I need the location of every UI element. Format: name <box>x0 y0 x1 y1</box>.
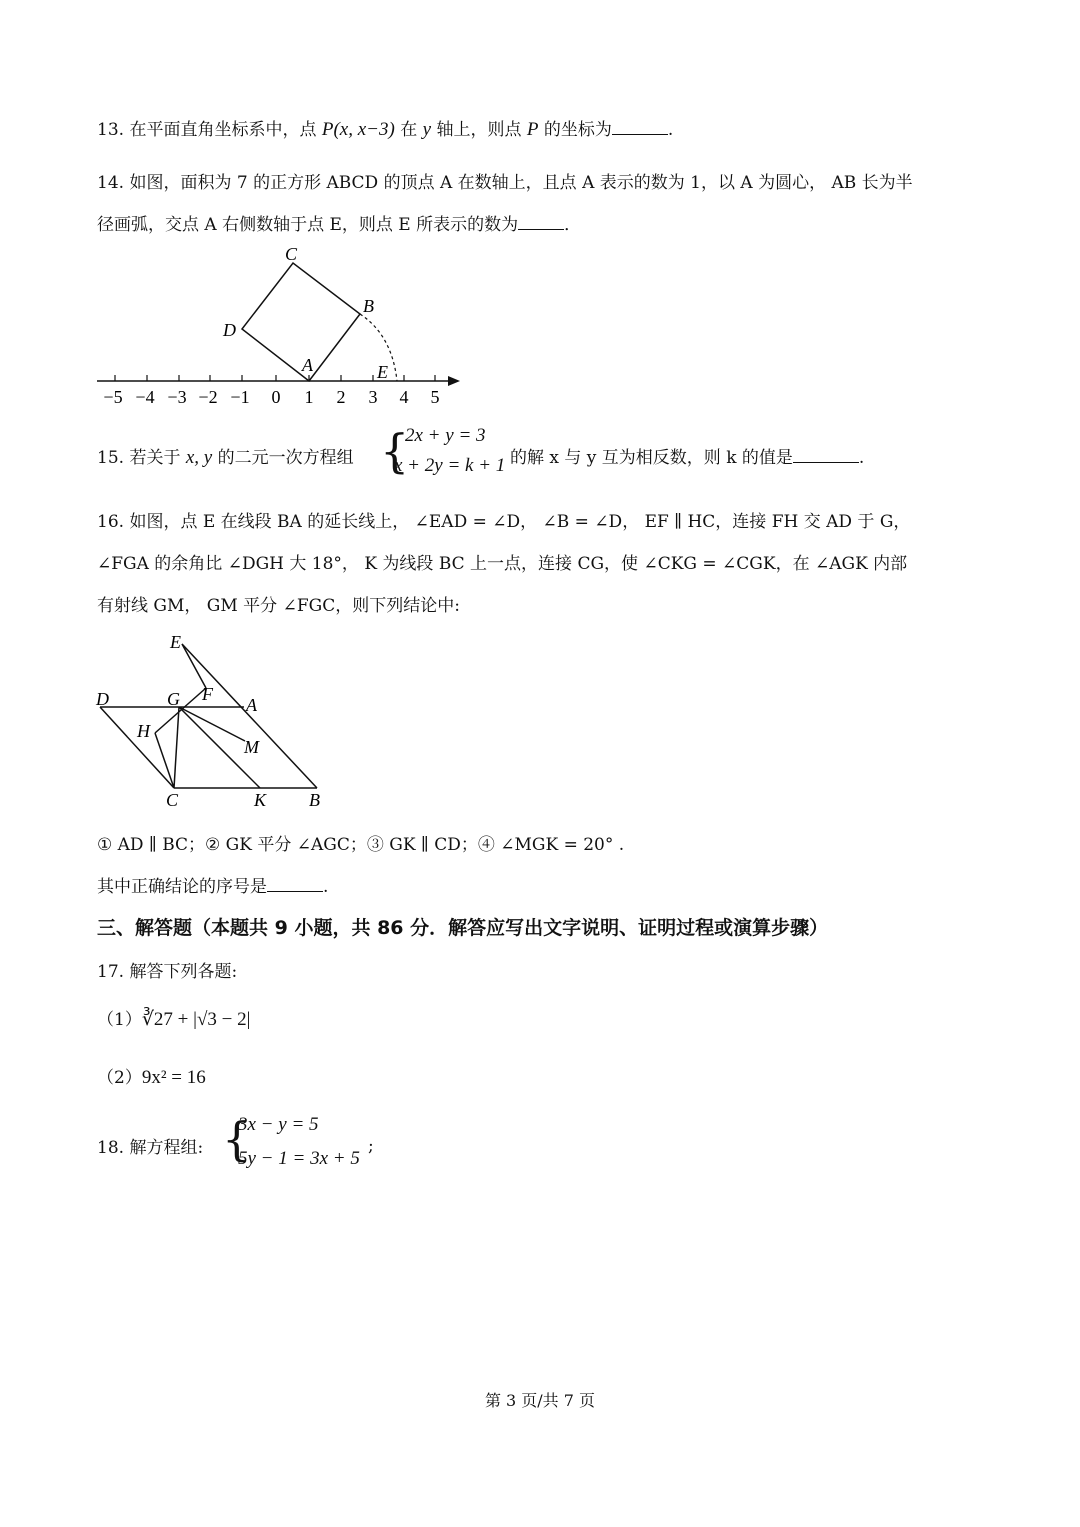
q13-text-b: 在 <box>394 120 423 140</box>
q16-answer-text: 其中正确结论的序号是 <box>97 877 267 897</box>
q15-vars: x, y <box>185 447 213 468</box>
q13-text-c: 轴上，则点 <box>431 120 527 140</box>
q17-part-2-expression: 9x² = 16 <box>141 1067 206 1088</box>
tick-label: 0 <box>271 387 281 407</box>
q14-figure <box>92 240 472 410</box>
q13-text-d: 的坐标为 <box>538 120 612 140</box>
answer-blank <box>267 877 323 892</box>
tick-label: −5 <box>103 387 123 407</box>
page-footer: 第 3 页/共 7 页 <box>484 1391 596 1410</box>
answer-blank <box>793 448 859 463</box>
segment-hc <box>155 733 174 788</box>
left-brace-icon: { <box>380 424 410 478</box>
ray-gm <box>179 707 245 741</box>
segment-dc <box>100 707 174 788</box>
arrow-icon <box>448 376 460 386</box>
q17-part-2 <box>97 1063 206 1089</box>
q15-equation-2: x + 2y = k + 1 <box>394 455 506 476</box>
answer-blank <box>612 120 668 135</box>
segment-gc <box>174 707 179 788</box>
q16-answer-prompt <box>97 872 328 897</box>
label-c: C <box>285 244 298 264</box>
tick-label: 3 <box>368 387 378 407</box>
label-d: D <box>96 689 109 709</box>
question-18: 18. 解方程组: <box>97 1138 204 1158</box>
label-b: B <box>309 790 320 810</box>
q13-point-expression: P(x, x−3) <box>321 119 395 140</box>
label-a: A <box>302 355 313 375</box>
q13-axis: y <box>422 119 432 140</box>
q15-end: . <box>858 448 865 468</box>
label-e: E <box>170 632 181 652</box>
left-brace-icon: { <box>222 1112 252 1166</box>
q14-line-2-text: 径画弧，交点 A 右侧数轴于点 E，则点 E 所表示的数为 <box>97 215 519 235</box>
tick-label: −2 <box>198 387 218 407</box>
tick-label: −3 <box>167 387 187 407</box>
label-a: A <box>246 695 257 715</box>
label-f: F <box>202 684 213 704</box>
q17-part-2-label: （2） <box>97 1068 142 1088</box>
tick-label: 4 <box>399 387 409 407</box>
q15-text-a: 15. 若关于 <box>97 448 186 468</box>
q16-end: . <box>323 877 329 897</box>
tick-label: −1 <box>230 387 250 407</box>
q15-text-c: 的解 x 与 y 互为相反数，则 k 的值是 <box>510 448 793 468</box>
q18-equation-2: 5y − 1 = 3x + 5 <box>238 1148 360 1169</box>
tick-label: −4 <box>135 387 155 407</box>
q17-part-1 <box>97 1005 250 1031</box>
question-15 <box>97 443 354 469</box>
q15-tail <box>510 443 864 468</box>
q15-equation-1: 2x + y = 3 <box>405 425 486 446</box>
q13-text-a: 13. 在平面直角坐标系中，点 <box>97 120 322 140</box>
q15-text-b: 的二元一次方程组 <box>212 448 354 468</box>
segment-eb <box>182 644 317 788</box>
label-g: G <box>167 689 180 709</box>
tick-label: 2 <box>336 387 346 407</box>
q13-point: P <box>526 119 539 140</box>
q13-end: . <box>667 120 674 140</box>
question-14-line-2 <box>97 210 581 235</box>
label-c: C <box>166 790 179 810</box>
q14-end: ． <box>564 215 582 235</box>
question-17-title: 17. 解答下列各题: <box>97 962 238 982</box>
question-16-line-3: 有射线 GM， GM 平分 ∠FGC，则下列结论中: <box>97 596 460 616</box>
question-14-line-1: 14. 如图，面积为 7 的正方形 ABCD 的顶点 A 在数轴上，且点 A 表示的数为 1，以 A 为圆心， AB 长为半 <box>97 173 913 193</box>
label-k: K <box>254 790 267 810</box>
label-d: D <box>223 320 236 340</box>
tick-label: 1 <box>304 387 314 407</box>
section-3-heading: 三、解答题（本题共 9 小题，共 86 分．解答应写出文字说明、证明过程或演算步骤） <box>97 917 829 939</box>
label-e: E <box>377 362 388 382</box>
q17-part-1-expression: ∛27 + |√3 − 2| <box>141 1009 251 1030</box>
question-16-line-1: 16. 如图，点 E 在线段 BA 的延长线上， ∠EAD = ∠D， ∠B = ∠D， EF ∥ HC，连接 FH 交 AD 于 G， <box>97 512 911 532</box>
label-b: B <box>363 296 374 316</box>
question-16-line-2: ∠FGA 的余角比 ∠DGH 大 18°， K 为线段 BC 上一点，连接 CG，使 ∠CKG = ∠CGK，在 ∠AGK 内部 <box>97 554 908 574</box>
tick-label: 5 <box>430 387 440 407</box>
q18-equation-1: 3x − y = 5 <box>238 1114 319 1135</box>
tick-labels <box>103 387 439 407</box>
q17-part-1-label: （1） <box>97 1010 142 1030</box>
label-m: M <box>244 737 259 757</box>
q16-figure <box>92 628 342 813</box>
question-13 <box>97 115 673 141</box>
square-abcd <box>242 263 360 381</box>
answer-blank <box>518 215 564 230</box>
q16-options: ① AD ∥ BC；② GK 平分 ∠AGC；③ GK ∥ CD；④ ∠MGK = 20° . <box>97 835 625 855</box>
label-h: H <box>137 721 150 741</box>
q18-end: ; <box>368 1136 374 1156</box>
